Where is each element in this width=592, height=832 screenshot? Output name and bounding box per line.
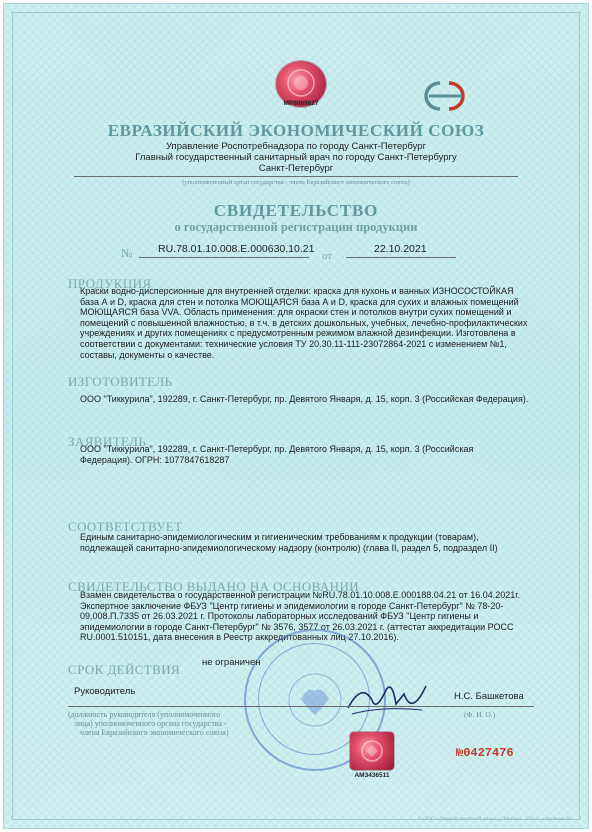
signature-icon — [342, 676, 432, 726]
signatory-caption-line: лица) уполномоченного органа государства - — [74, 719, 227, 728]
authority-line-1: Управление Роспотребнадзора по городу Санкт-Петербург — [165, 141, 427, 152]
product-line: Краски водно-дисперсионные для внутренней отделки: краска для кухонь и ванных ИЗНОСОСТОЙКАЯ — [80, 286, 514, 296]
number-underline — [139, 257, 309, 258]
applicant-text — [80, 444, 550, 465]
top-hologram-serial: МР8869827 — [283, 100, 319, 107]
signatory-role: Руководитель — [74, 686, 136, 697]
hologram-emblem-icon — [350, 732, 394, 770]
basis-line: эпидемиологии в городе Санкт-Петербург" № 3576, 3577 от 26.03.2021 г. (аттестат аккредитации РОСС — [80, 621, 514, 632]
name-caption: (Ф. И. О.) — [464, 710, 496, 719]
basis-heading: СВИДЕТЕЛЬСТВО ВЫДАНО НА ОСНОВАНИИ — [68, 579, 360, 594]
applicant-line: ООО "Тиккурила", 192289, г. Санкт-Петербург, пр. Девятого Января, д. 15, корп. 3 (Российская — [80, 444, 474, 454]
basis-line: Экспертное заключение ФБУЗ "Центр гигиены и эпидемиологии в городе Санкт-Петербург" № 78-20- — [80, 600, 504, 611]
validity-value: не ограничен — [202, 657, 261, 668]
authority-line-3: Санкт-Петербург — [258, 163, 334, 174]
certificate-sheet — [3, 3, 589, 829]
applicant-line: Федерация). ОГРН: 1077847618287 — [80, 454, 230, 465]
signer-name: Н.С. Башкетова — [454, 691, 524, 702]
date-underline — [346, 257, 456, 258]
complies-line: Единым санитарно-эпидемиологическим и гигиеническим требованиям к продукции (товарам), — [80, 532, 479, 542]
manufacturer-heading: ИЗГОТОВИТЕЛЬ — [68, 374, 173, 389]
manufacturer-text: ООО "Тиккурила", 192289, г. Санкт-Петербург, пр. Девятого Января, д. 15, корп. 3 (Российская Федерация). — [80, 394, 529, 404]
complies-heading: СООТВЕТСТВУЕТ — [68, 519, 183, 534]
handwritten-signature — [342, 676, 432, 726]
signature-underline — [68, 706, 534, 707]
product-line: МОЮЩАЯСЯ база VVA. Область применения: для окраски стен и потолков внутри сухих помещений и — [80, 307, 512, 318]
product-line: база А и D, краска для стен и потолка МОЮЩАЯСЯ база А и D, краска для сухих и влажных помещений — [80, 296, 519, 307]
signatory-caption-line: члена Евразийского экономического союза) — [80, 728, 229, 737]
printer-note: © ООО «Первый печатный двор», г. Москва, 2020 г., «Уровень В» — [417, 816, 572, 822]
authority-underline — [74, 176, 518, 177]
certificate-date: 22.10.2021 — [374, 243, 427, 255]
date-label: от — [322, 250, 333, 262]
authority-line-2: Главный государственный санитарный врач по городу Санкт-Петербургу — [135, 152, 457, 163]
product-line: составы, документы о качестве. — [80, 349, 215, 360]
complies-line: подлежащей санитарно-эпидемиологическому надзору (контролю) (глава II, раздел 5, подраздел II) — [80, 542, 498, 553]
certificate-number: RU.78.01.10.008.Е.000630.10.21 — [158, 243, 315, 255]
product-text — [80, 286, 540, 360]
blank-serial-number: №0427476 — [456, 746, 514, 760]
product-heading: ПРОДУКЦИЯ — [68, 276, 152, 291]
bottom-hologram-serial: АМ3436511 — [354, 772, 390, 779]
signatory-caption-line: (должность руководителя (уполномоченного — [68, 710, 221, 719]
basis-line: Взамен свидетельства о государственной регистрации №RU.78.01.10.008.Е.000188.04.21 от 16.04.2021г. — [80, 590, 520, 600]
product-line: учреждениях и других помещениях с предусмотренным режимом влажной дезинфекции. Изготовлена в — [80, 328, 516, 339]
complies-text — [80, 532, 550, 553]
certificate-title: СВИДЕТЕЛЬСТВО — [213, 201, 379, 220]
validity-heading: СРОК ДЕЙСТВИЯ — [68, 662, 181, 677]
authority-caption: (уполномоченный орган государства - члена Евразийского экономического союза) — [182, 179, 410, 186]
applicant-heading: ЗАЯВИТЕЛЬ — [68, 434, 147, 449]
product-line: помещений с повышенной влажностью, в т.ч. в детских дошкольных, учебных, лечебно-профилактических — [80, 317, 528, 328]
number-label: № — [121, 246, 133, 260]
signatory-caption — [68, 710, 308, 737]
bottom-hologram — [350, 732, 394, 770]
basis-line: RU.0001.510151, дата внесения в Реестр аккредитованных лиц 27.10.2016). — [80, 632, 399, 643]
certificate-subtitle: о государственной регистрации продукции — [174, 220, 418, 234]
eaeu-logo — [418, 79, 476, 113]
eaeu-logo-icon — [418, 79, 476, 113]
basis-line: 09.008.П.7335 от 26.03.2021 г. Протоколы лабораторных исследований ФБУЗ "Центр гигиены и — [80, 611, 479, 622]
product-line: соответствии с документами: технические условия ТУ 20.30.11-111-23072864-2021 с изменением №1, — [80, 338, 507, 349]
union-name: ЕВРАЗИЙСКИЙ ЭКОНОМИЧЕСКИЙ СОЮЗ — [107, 121, 485, 140]
